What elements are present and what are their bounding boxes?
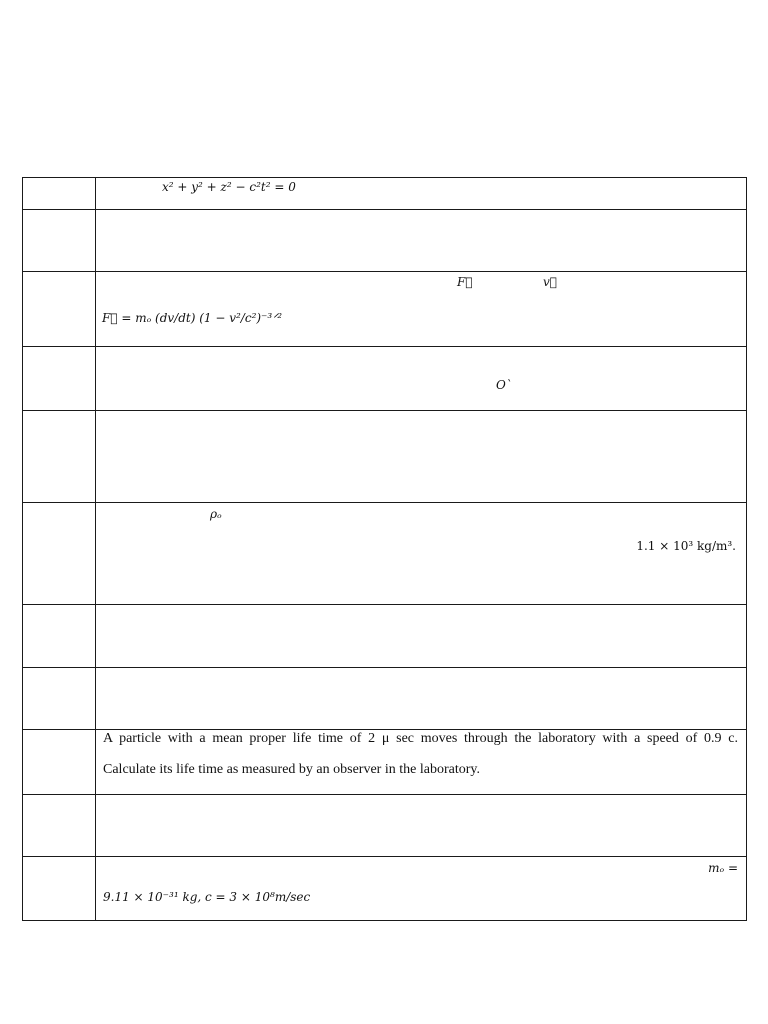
content-cell — [96, 857, 747, 921]
content-cell — [96, 272, 747, 347]
table-row — [23, 210, 747, 272]
questions-table — [22, 177, 747, 921]
number-cell — [23, 795, 96, 857]
force-vector-symbol: F⃗ — [457, 275, 473, 289]
question-text-line-2: Calculate its life time as measured by an observer in the laboratory. — [103, 762, 480, 777]
content-cell — [96, 503, 747, 605]
table-row — [23, 411, 747, 503]
table-row — [23, 730, 747, 795]
light-sphere-equation: x² + y² + z² − c²t² = 0 — [162, 180, 296, 194]
table-row — [23, 178, 747, 210]
relativistic-force-equation: F⃗ = mₒ (dv/dt) (1 − v²/c²)⁻³ᐟ² — [102, 311, 283, 325]
table-row — [23, 795, 747, 857]
content-cell — [96, 730, 747, 795]
table-row — [23, 668, 747, 730]
density-value: 1.1 × 10³ kg/m³. — [636, 539, 736, 553]
question-text-line-1: A particle with a mean proper life time of 2 μ sec moves through the laboratory with a speed of 0.9 c. — [103, 731, 738, 746]
frame-o-prime-symbol: O` — [496, 378, 512, 392]
content-cell — [96, 795, 747, 857]
number-cell — [23, 272, 96, 347]
table-row — [23, 605, 747, 668]
content-cell — [96, 210, 747, 272]
velocity-vector-symbol: v⃗ — [543, 275, 557, 289]
table-row — [23, 272, 747, 347]
content-cell — [96, 411, 747, 503]
rest-mass-symbol: mₒ = — [708, 861, 738, 875]
table-row — [23, 347, 747, 411]
constants-line: 9.11 × 10⁻³¹ kg, c = 3 × 10⁸m/sec — [103, 890, 311, 904]
number-cell — [23, 503, 96, 605]
number-cell — [23, 411, 96, 503]
number-cell — [23, 210, 96, 272]
content-cell — [96, 605, 747, 668]
number-cell — [23, 857, 96, 921]
number-cell — [23, 347, 96, 411]
content-cell — [96, 347, 747, 411]
number-cell — [23, 730, 96, 795]
number-cell — [23, 178, 96, 210]
rest-density-symbol: ρₒ — [210, 507, 222, 521]
number-cell — [23, 668, 96, 730]
content-cell — [96, 178, 747, 210]
table-row — [23, 857, 747, 921]
table-row — [23, 503, 747, 605]
content-cell — [96, 668, 747, 730]
number-cell — [23, 605, 96, 668]
